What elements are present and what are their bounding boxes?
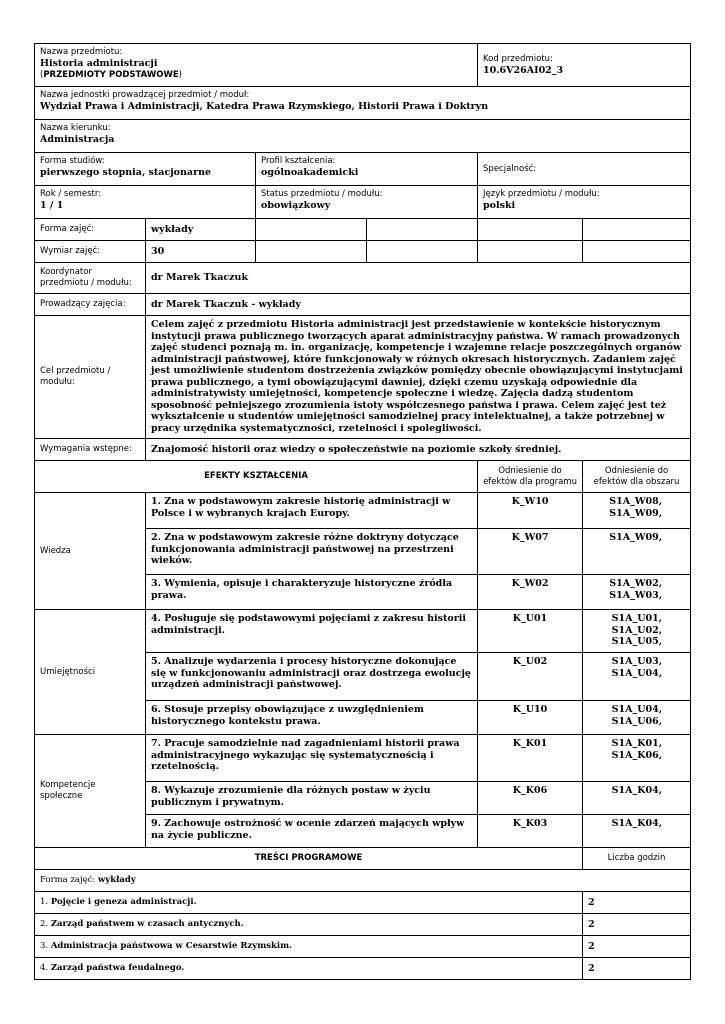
- effect-program-ref: K_K01: [478, 735, 583, 782]
- effect-text: 7. Pracuje samodzielnie nad zagadnieniami historii prawa administracyjnego wykazując się systematycznością i rzetelnością.: [146, 735, 478, 782]
- course-name: Historia administracji: [40, 58, 158, 69]
- topic-hours: 2: [583, 936, 691, 958]
- status-label: Status przedmiotu / modułu:: [261, 189, 383, 199]
- class-form-label: Forma zajęć:: [35, 219, 146, 241]
- topic-row: [35, 914, 691, 936]
- topic-hours: 2: [583, 958, 691, 980]
- effect-group-knowledge: Wiedza: [35, 493, 146, 610]
- effect-area-ref: S1A_U03, S1A_U04,: [583, 653, 691, 701]
- topic-title: Administracja państwowa w Cesarstwie Rzymskim.: [50, 941, 293, 951]
- unit-value: Wydział Prawa i Administracji, Katedra Prawa Rzymskiego, Historii Prawa i Doktryn: [40, 101, 489, 112]
- requirements-value: Znajomość historii oraz wiedzy o społeczeństwie na poziomie szkoły średniej.: [146, 439, 691, 461]
- effect-text: 8. Wykazuje zrozumienie dla różnych postaw w życiu publicznym i prywatnym.: [146, 782, 478, 815]
- unit-label: Nazwa jednostki prowadzącej przedmiot / moduł:: [40, 90, 250, 100]
- effect-program-ref: K_W10: [478, 493, 583, 529]
- topic-number: 4.: [40, 963, 49, 973]
- topic-title: Pojęcie i geneza administracji.: [50, 897, 197, 907]
- topic-number: 2.: [40, 919, 49, 929]
- specialty-cell: [478, 153, 691, 186]
- effect-program-ref: K_W02: [478, 575, 583, 610]
- effects-col-program: Odniesienie do efektów dla programu: [478, 461, 583, 493]
- effect-text: 1. Zna w podstawowym zakresie historię administracji w Polsce i w wybranych krajach Europy.: [146, 493, 478, 529]
- effects-col-area: Odniesienie do efektów dla obszaru: [583, 461, 691, 493]
- effect-text: 9. Zachowuje ostrożność w ocenie zdarzeń mających wpływ na życie publiczne.: [146, 815, 478, 848]
- instructor-label: Prowadzący zajęcia:: [35, 294, 146, 316]
- effect-program-ref: K_U10: [478, 701, 583, 735]
- program-hours-header: Liczba godzin: [583, 848, 691, 870]
- topic-cell: [35, 892, 583, 914]
- topic-cell: [35, 936, 583, 958]
- field-label: Nazwa kierunku:: [40, 123, 111, 133]
- year-label: Rok / semestr:: [40, 189, 102, 199]
- program-form-value: wykłady: [97, 875, 136, 885]
- course-code-cell: [478, 44, 691, 87]
- language-value: polski: [483, 200, 516, 211]
- coordinator-value: dr Marek Tkaczuk: [146, 263, 691, 294]
- empty-cell: [478, 241, 583, 263]
- effect-program-ref: K_K06: [478, 782, 583, 815]
- topic-hours: 2: [583, 892, 691, 914]
- effect-program-ref: K_U01: [478, 610, 583, 653]
- effect-area-ref: S1A_W09,: [583, 529, 691, 575]
- study-form-cell: [35, 153, 256, 186]
- goal-label: Cel przedmiotu / modułu:: [35, 316, 146, 439]
- effect-group-social: Kompetencje społeczne: [35, 735, 146, 848]
- course-syllabus: [34, 43, 690, 980]
- effect-area-ref: S1A_U01, S1A_U02, S1A_U05,: [583, 610, 691, 653]
- hours-label: Wymiar zajęć:: [35, 241, 146, 263]
- topic-title: Zarząd państwem w czasach antycznych.: [50, 919, 244, 929]
- class-form-value: wykłady: [146, 219, 256, 241]
- topic-hours: 2: [583, 914, 691, 936]
- effect-area-ref: S1A_K04,: [583, 815, 691, 848]
- effect-text: 4. Posługuje się podstawowymi pojęciami z zakresu historii administracji.: [146, 610, 478, 653]
- empty-cell: [478, 219, 583, 241]
- profile-cell: [256, 153, 478, 186]
- empty-cell: [256, 219, 367, 241]
- coordinator-label: Koordynator przedmiotu / modułu:: [35, 263, 146, 294]
- course-code: 10.6V26AI02_3: [483, 64, 564, 76]
- empty-cell: [367, 219, 478, 241]
- course-code-label: Kod przedmiotu:: [483, 53, 553, 64]
- effect-text: 2. Zna w podstawowym zakresie różne doktryny dotyczące funkcjonowania administracji państwowej na przestrzeni wieków.: [146, 529, 478, 575]
- effect-program-ref: K_U02: [478, 653, 583, 701]
- instructor-value: dr Marek Tkaczuk - wykłady: [146, 294, 691, 316]
- course-name-cell: [35, 44, 478, 87]
- profile-value: ogólnoakademicki: [261, 167, 359, 178]
- effect-program-ref: K_W07: [478, 529, 583, 575]
- course-category: (PRZEDMIOTY PODSTAWOWE): [40, 69, 182, 80]
- year-cell: [35, 186, 256, 219]
- topic-row: [35, 958, 691, 980]
- topic-title: Zarząd państwa feudalnego.: [50, 963, 185, 973]
- program-header: TREŚCI PROGRAMOWE: [35, 848, 583, 870]
- hours-value: 30: [146, 241, 256, 263]
- topic-cell: [35, 958, 583, 980]
- field-cell: [35, 120, 691, 153]
- language-label: Język przedmiotu / modułu:: [483, 189, 600, 199]
- empty-cell: [583, 241, 691, 263]
- topic-row: [35, 892, 691, 914]
- effect-area-ref: S1A_W08, S1A_W09,: [583, 493, 691, 529]
- study-form-value: pierwszego stopnia, stacjonarne: [40, 167, 212, 178]
- program-form-label: Forma zajęć:: [40, 875, 96, 885]
- course-category-value: PRZEDMIOTY PODSTAWOWE: [43, 69, 179, 80]
- effect-area-ref: S1A_K01, S1A_K06,: [583, 735, 691, 782]
- effect-row: [35, 610, 691, 653]
- status-cell: [256, 186, 478, 219]
- syllabus-table: [34, 43, 691, 980]
- topic-row: [35, 936, 691, 958]
- specialty-label: Specjalność:: [483, 163, 537, 174]
- effect-area-ref: S1A_W02, S1A_W03,: [583, 575, 691, 610]
- effect-row: [35, 493, 691, 529]
- effect-text: 3. Wymienia, opisuje i charakteryzuje historyczne źródła prawa.: [146, 575, 478, 610]
- profile-label: Profil kształcenia:: [261, 156, 336, 166]
- field-value: Administracja: [40, 134, 115, 145]
- status-value: obowiązkowy: [261, 200, 331, 211]
- topic-number: 3.: [40, 941, 49, 951]
- topic-number: 1.: [40, 897, 49, 907]
- effect-text: 5. Analizuje wydarzenia i procesy historyczne dokonujące się w funkcjonowaniu administracji oraz dostrzega ewolucję urządzeń administracji państwowej.: [146, 653, 478, 701]
- effect-area-ref: S1A_K04,: [583, 782, 691, 815]
- language-cell: [478, 186, 691, 219]
- empty-cell: [583, 219, 691, 241]
- requirements-label: Wymagania wstępne:: [35, 439, 146, 461]
- year-value: 1 / 1: [40, 200, 64, 211]
- course-name-label: Nazwa przedmiotu:: [40, 47, 123, 57]
- program-form-cell: [35, 870, 691, 892]
- effect-program-ref: K_K03: [478, 815, 583, 848]
- empty-cell: [367, 241, 478, 263]
- study-form-label: Forma studiów:: [40, 156, 105, 166]
- empty-cell: [256, 241, 367, 263]
- effect-text: 6. Stosuje przepisy obowiązujące z uwzględnieniem historycznego kontekstu prawa.: [146, 701, 478, 735]
- goal-value: Celem zajęć z przedmiotu Historia administracji jest przedstawienie w kontekście historycznym instytucji prawa publicznego tworzących aparat administracyjny państwa. W ramach prowadzonych zajęć studenci poznają m. in. organizację, kompetencje i wzajemne relacje poszczególnych organów administracji państwowej, które funkcjonowały w różnych okresach historycznych. Zadaniem zajęć jest umożliwienie studentom dostrzeżenia związków pomiędzy obecnie obowiązującymi instytucjami prawa publicznego, a tymi obowiązującymi dawniej, dzięki czemu uzyskają odpowiednie dla administratywisty umiejętności, kompetencje społeczne i wiedzę. Zajęcia dadzą studentom sposobność pełniejszego zrozumienia istoty współczesnego państwa i prawa. Celem zajęć jest też wykształcenie u studentów umiejętności samodzielnej pracy intelektualnej, a także potrzebnej w pracy urzędnika systematyczności, rzetelności i spolegliwości.: [146, 316, 691, 439]
- effect-row: [35, 735, 691, 782]
- topic-cell: [35, 914, 583, 936]
- effects-header: EFEKTY KSZTAŁCENIA: [35, 461, 478, 493]
- effect-group-skills: Umiejętności: [35, 610, 146, 735]
- effect-area-ref: S1A_U04, S1A_U06,: [583, 701, 691, 735]
- unit-cell: [35, 87, 691, 120]
